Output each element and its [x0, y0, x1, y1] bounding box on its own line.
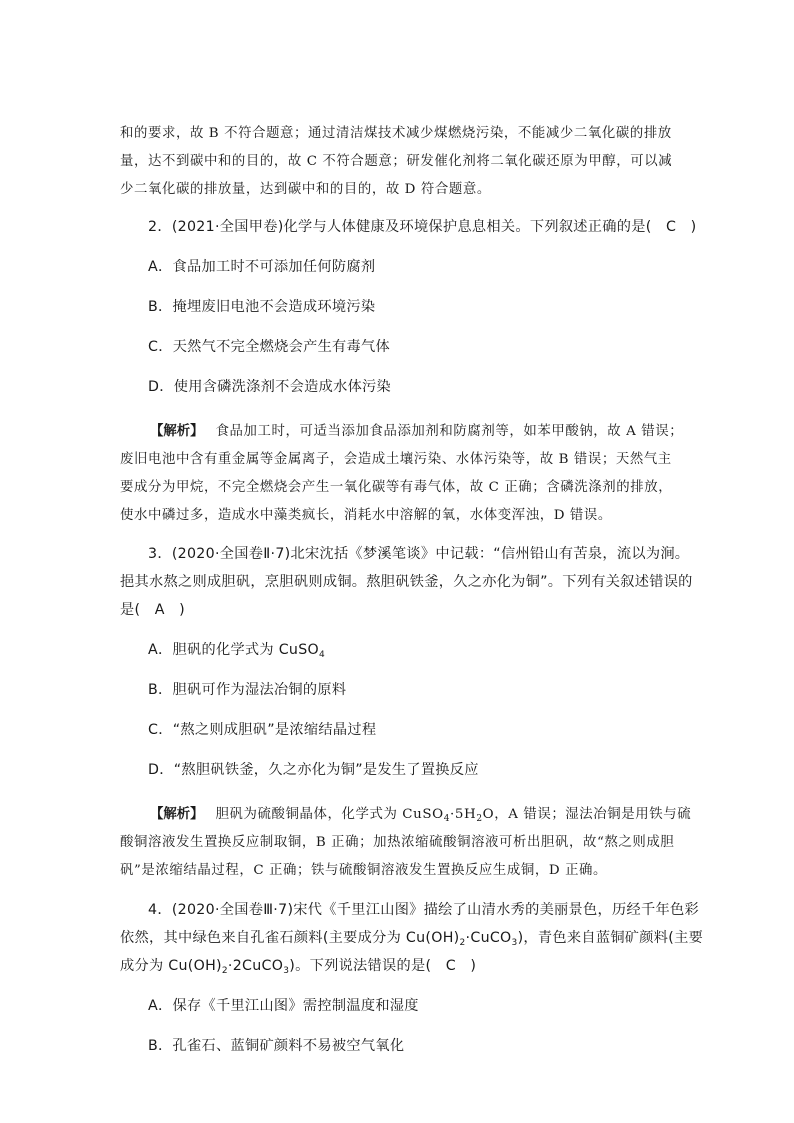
q4-stem-text-3c: )。下列说法错误的是( C ): [289, 958, 477, 974]
q2-option-c: C．天然气不完全燃烧会产生有毒气体: [148, 339, 391, 355]
q2-explanation-line-1: [150, 425, 683, 438]
q2-stem: 2．(2021·全国甲卷)化学与人体健康及环境保护息息相关。下列叙述正确的是( C ): [148, 219, 697, 235]
q3-option-a-sub: 4: [319, 650, 326, 660]
q2-option-d: D．使用含磷洗涤剂不会造成水体污染: [148, 379, 392, 395]
q3-stem-line-2: 挹其水熬之则成胆矾，烹胆矾则成铜。熬胆矾铁釜，久之亦化为铜”。下列有关叙述错误的: [120, 574, 693, 590]
q4-stem-text-3a: 成分为 Cu(OH): [120, 958, 222, 974]
q3-option-a: [148, 642, 326, 660]
q4-stem-sub-3a: 2: [221, 966, 228, 976]
q4-stem-text-2c: )，青色来自蓝铜矿颜料(主要: [517, 930, 704, 946]
q3-explanation-sub-2: 2: [476, 814, 483, 824]
q2-explanation-line-3: 要成分为甲烷，不完全燃烧会产生一氧化碳等有毒气体，故 C 正确；含磷洗涤剂的排放，: [120, 480, 673, 495]
q3-explanation-text-1c: O，A 错误；湿法冶铜是用铁与硫: [482, 807, 692, 822]
q3-explanation-tag: 【解析】: [150, 806, 204, 822]
q2-option-a: A．食品加工时不可添加任何防腐剂: [148, 259, 376, 275]
q3-explanation-line-2: 酸铜溶液发生置换反应制取铜，B 正确；加热浓缩硫酸铜溶液可析出胆矾，故“熬之则成胆: [120, 835, 675, 850]
q2-explanation-line-2: 废旧电池中含有重金属等金属离子，会造成土壤污染、水体污染等，故 B 错误；天然气主: [120, 452, 672, 467]
q4-option-b: B．孔雀石、蓝铜矿颜料不易被空气氧化: [148, 1038, 405, 1054]
q4-stem-sub-3b: 3: [283, 966, 290, 976]
q3-option-c: C．“熬之则成胆矾”是浓缩结晶过程: [148, 722, 377, 738]
q2-explanation-line-4: 使水中磷过多，造成水中藻类疯长，消耗水中溶解的氧，水体变浑浊，D 错误。: [120, 508, 612, 523]
q4-stem-text-2b: ·CuCO: [465, 930, 512, 946]
q3-explanation-sub-1: 4: [443, 814, 451, 824]
q4-stem-text-3b: ·2CuCO: [227, 958, 284, 974]
q3-explanation-text-1b: ·5H: [450, 807, 477, 822]
q4-stem-sub-2b: 3: [511, 938, 518, 948]
q3-stem-line-1: 3．(2020·全国卷Ⅱ·7)北宋沈括《梦溪笔谈》中记载：“信州铅山有苦泉，流以为涧。: [148, 546, 690, 562]
q4-stem-line-1: 4．(2020·全国卷Ⅲ·7)宋代《千里江山图》描绘了山清水秀的美丽景色，历经千年色彩: [148, 902, 699, 918]
q3-option-b: B．胆矾可作为湿法冶铜的原料: [148, 682, 347, 698]
q3-option-d: D．“熬胆矾铁釜，久之亦化为铜”是发生了置换反应: [148, 762, 479, 778]
q2-option-b: B．掩埋废旧电池不会造成环境污染: [148, 299, 376, 315]
prev-explanation-line-1: 和的要求，故 B 不符合题意；通过清洁煤技术减少煤燃烧污染，不能减少二氧化碳的排放: [120, 126, 672, 141]
q3-stem-line-3: 是( A ): [120, 602, 186, 618]
q2-explanation-tag: 【解析】: [150, 423, 204, 439]
q3-explanation-line-3: 矾”是浓缩结晶过程，C 正确；铁与硫酸铜溶液发生置换反应生成铜，D 正确。: [120, 863, 608, 878]
q4-stem-line-2: [120, 930, 704, 948]
q4-stem-line-3: [120, 958, 477, 976]
q4-stem-sub-2a: 2: [459, 938, 466, 948]
q4-stem-text-2a: 依然，其中绿色来自孔雀石颜料(主要成分为 Cu(OH): [120, 930, 460, 946]
q3-explanation-line-1: [150, 806, 692, 824]
q4-option-a: A．保存《千里江山图》需控制温度和湿度: [148, 998, 419, 1014]
prev-explanation-line-3: 少二氧化碳的排放量，达到碳中和的目的，故 D 符合题意。: [120, 182, 491, 197]
q3-option-a-text: A．胆矾的化学式为 CuSO: [148, 642, 319, 658]
q2-explanation-text-1: 食品加工时，可适当添加食品添加剂和防腐剂等，如苯甲酸钠，故 A 错误；: [215, 424, 684, 439]
prev-explanation-line-2: 量，达不到碳中和的目的，故 C 不符合题意；研发催化剂将二氧化碳还原为甲醇，可以减: [120, 154, 673, 169]
q3-explanation-text-1a: 胆矾为硫酸铜晶体，化学式为 CuSO: [215, 807, 444, 822]
